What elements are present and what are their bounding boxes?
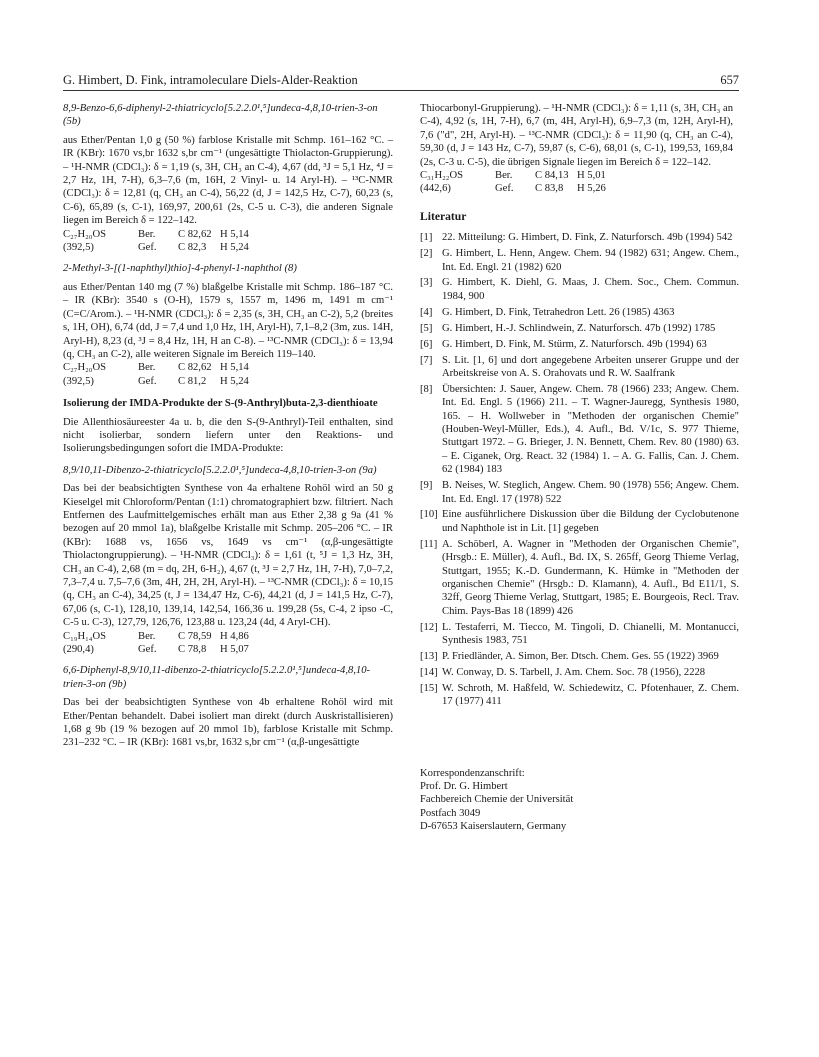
compound-9a-title: 8,9/10,11-Dibenzo-2-thiatricyclo[5.2.2.0¹,⁵]undeca-4,8,10-trien-3-on (9a) — [63, 464, 377, 476]
h-ber: H 5,01 — [577, 170, 606, 182]
compound-8-title: 2-Methyl-3-[(1-naphthyl)thio]-4-phenyl-1-naphthol (8) — [63, 263, 297, 275]
c-ber: C 84,13 — [535, 170, 569, 182]
reference-text: S. Lit. [1, 6] und dort angegebene Arbeiten unserer Gruppe und der Arbeitskreise von A. S. Orahovats und R. W. Saalfrank — [442, 354, 739, 379]
h-ber: H 5,14 — [220, 228, 249, 240]
formula: C₃₁H₂₂OS — [420, 170, 464, 182]
reference-item — [420, 666, 739, 679]
reference-text: B. Neises, W. Steglich, Angew. Chem. 90 (1978) 556; Angew. Chem. Int. Ed. Engl. 17 (1978) 522 — [442, 480, 739, 505]
literature-heading: Literatur — [420, 209, 467, 223]
reference-number: [5] — [420, 322, 433, 334]
reference-text: A. Schöberl, A. Wagner in "Methoden der Organischen Chemie", (Hrsgb.: E. Müller), 4. Aufl., Bd. IX, S. 265ff, Georg Thieme Verlag, Stuttgart, 1955; K.-D. Gundermann, K. Hümke in "Methoden der organischen Chemie" (Hrsgb.: D. Klamann), 4. Aufl., Bd E11/1, S. 32ff, Georg Thieme Verlag, Stuttgart, 1985; E. Bourgeois, Recl. Trav. Chim. Pays-Bas 18 (1899) 426 — [442, 538, 739, 617]
compound-9a-analysis — [63, 630, 393, 657]
h-gef: H 5,07 — [220, 644, 249, 656]
reference-list — [420, 231, 739, 708]
section-body: Die Allenthiosäureester 4a u. b, die den S-(9-Anthryl)-Teil enthalten, sind nicht isolierbar, sondern liefern unter den Reaktions- und Isolierungsbedingungen sofort die IMDA-Produkte: — [63, 416, 393, 455]
gef-label: Gef. — [138, 242, 157, 254]
reference-number: [3] — [420, 277, 433, 289]
address-city: D-67653 Kaiserslautern, Germany — [420, 821, 567, 833]
reference-item — [420, 682, 739, 709]
compound-5b-body: aus Ether/Pentan 1,0 g (50 %) farblose Kristalle mit Schmp. 161–162 °C. – IR (KBr): 1670 vs,br 1632 s,br cm⁻¹ (ungesättigte Thiolacton-Gruppierung). – ¹H-NMR (CDCl₃): δ = 1,19 (s, 3H, CH₃ an C-4), 4,67 (dd, ³J = 5,1 Hz, ⁴J = 2,7 Hz, 1H, 7-H), 6,3–7,6 (m, 16H, 2 Vinyl- u. 14 Aryl-H). – ¹³C-NMR (CDCl₃): δ = 12,81 (q, CH₃ an C-4), 56,22 (d, J = 142,5 Hz, C-7), 60,23 (s, C-6), 65,89 (s, C-1), 169,97, 200,61 (2s, C-5 u. C-3), die anderen Signale liegen im Bereich δ = 122–142. — [63, 134, 393, 227]
reference-number: [15] — [420, 682, 438, 694]
compound-8-body: aus Ether/Pentan 140 mg (7 %) blaßgelbe Kristalle mit Schmp. 186–187 °C. – IR (KBr): 3540 s (O-H), 1579 s, 1557 m, 1496 m, 1491 m cm⁻¹ (C=C/Arom.). – ¹H-NMR (CDCl₃): δ = 2,35 (s, 3H, CH₃ an C-2), 5,2 (breites s, 1H, OH), 6,74 (dd, J = 7,4 und 1,0 Hz, 1H, Aryl-H), 7,1–8,2 (3m, zus. 14H, Aryl-H), 8,23 (d, ³J = 8,4 Hz, 1H, H an C-8). – ¹³C-NMR (CDCl₃): δ = 13,94 (q, CH₃ an C-2), alle weiteren Signale im Bereich 119–140. — [63, 281, 393, 360]
gef-label: Gef. — [138, 644, 157, 656]
address-name: Prof. Dr. G. Himbert — [420, 781, 508, 793]
c-gef: C 83,8 — [535, 183, 564, 195]
c-gef: C 82,3 — [178, 242, 207, 254]
page-number: 657 — [720, 73, 739, 87]
reference-item — [420, 231, 739, 244]
reference-item — [420, 621, 739, 648]
compound-9b-body-continued: Thiocarbonyl-Gruppierung). – ¹H-NMR (CDCl₃): δ = 1,11 (s, 3H, CH₃ an C-4), 4,92 (s, 1H, 7-H), 6,7 (m, 4H, Aryl-H), 6,9–7,3 (m, 12H, Aryl-H), 7,6 ("d", 2H, Aryl-H). – ¹³C-NMR (CDCl₃): δ = 11,90 (q, CH₃ an C-4), 59,30 (d, J = 143 Hz, C-7), 59,87 (s, C-6), 68,01 (s, C-1), 199,53, 169,84 (2s, C-3 u. C-5), die übrigen Signale liegen im Bereich δ = 122–142. — [420, 103, 734, 168]
h-gef: H 5,26 — [577, 183, 606, 195]
running-header — [63, 73, 739, 88]
address-department: Fachbereich Chemie der Universität — [420, 794, 574, 806]
reference-text: Übersichten: J. Sauer, Angew. Chem. 78 (1966) 233; Angew. Chem. Int. Ed. Engl. 5 (1966) 211. – T. Wagner-Jauregg, Synthesis 1980, 165. – H. Wollweber in "Methoden der organischen Chemie" (Houben-Weyl-Müller, Eds.), 4. Aufl., Bd. V/1c, S. 977 Thieme, Stuttgart 1972. – G. Brieger, J. N. Bennett, Chem. Rev. 80 (1980) 63. – E. Ciganek, Org. React. 32 (1984) 1. – A. G. Fallis, Can. J. Chem. 62 (1984) 183 — [442, 383, 739, 476]
c-ber: C 82,62 — [178, 362, 212, 374]
reference-text: G. Himbert, D. Fink, Tetrahedron Lett. 26 (1985) 4363 — [442, 306, 675, 318]
compound-9b-body: Das bei der beabsichtigten Synthese von 4b erhaltene Rohöl wird mit Ether/Pentan behandelt. Dabei isoliert man direkt (durch Auskristallisieren) 1,68 g 9b (19 % bezogen auf 20 mmol 1b), farblose Kristalle mit Schmp. 231–232 °C. – IR (KBr): 1681 vs,br, 1632 s,br cm⁻¹ (α,β-ungesättigte — [63, 697, 393, 749]
reference-number: [2] — [420, 248, 433, 260]
reference-text: L. Testaferri, M. Tiecco, M. Tingoli, D. Chianelli, M. Montanucci, Synthesis 1983, 751 — [442, 621, 739, 647]
reference-item — [420, 322, 739, 335]
compound-9a-body: Das bei der beabsichtigten Synthese von 4a erhaltene Rohöl wird an 50 g Kieselgel mit Chloroform/Pentan (1:1) chromatographiert bzw. filtriert. Nach Entfernen des Laufmittelgemisches erhält man aus Ether 2,38 g 9a (41 % bezogen auf 20 mmol 1a), blaßgelbe Kristalle mit Schmp. 205–206 °C. – IR (KBr): 1688 vs, 1656 vs, 1649 vs cm⁻¹ (α,β-ungesättigte Thiolactongruppierung). – ¹H-NMR (CDCl₃): δ = 1,61 (t, ⁵J = 1,3 Hz, 3H, CH₃ an C-4), 2,68 (m = dq, 2H, 6-H₂), 4,67 (t, ³J = 2,7 Hz, 1H, 7-H), 7,0–7,2, 7,3–7,4 u. 7,5–7,6 (3m, 4H, 2H, 2H, Aryl-H). – ¹³C-NMR (CDCl₃): δ = 10,15 (q, CH₃ an C-4), 34,25 (t, J = 134,47 Hz, C-6), 44,21 (d, J = 141,5 Hz, C-7), 67,06 (s, C-1), 128,10, 139,14, 142,54, 166,36 u. 199,28 (5s, C-4, 2 ipso -C, C-5 u. C-3), 127,79, 126,76, 123,88 u. 123,24 (4d, 4 Aryl-CH). — [63, 483, 393, 629]
c-gef: C 81,2 — [178, 375, 207, 387]
formula: C₂₇H₂₀OS — [63, 228, 107, 240]
reference-text: G. Himbert, H.-J. Schlindwein, Z. Naturforsch. 47b (1992) 1785 — [442, 322, 716, 334]
reference-item — [420, 338, 739, 351]
address-label: Korrespondenzanschrift: — [420, 767, 525, 779]
address-postbox: Postfach 3049 — [420, 807, 481, 819]
c-ber: C 82,62 — [178, 228, 212, 240]
ber-label: Ber. — [138, 362, 156, 374]
h-gef: H 5,24 — [220, 242, 249, 254]
reference-text: 22. Mitteilung: G. Himbert, D. Fink, Z. Naturforsch. 49b (1994) 542 — [442, 232, 733, 244]
reference-item — [420, 479, 739, 506]
compound-9b-analysis — [420, 169, 739, 196]
reference-number: [6] — [420, 338, 433, 350]
section-title: Isolierung der IMDA-Produkte der S-(9-Anthryl)buta-2,3-dienthioate — [63, 398, 378, 410]
left-column — [63, 102, 393, 750]
reference-item — [420, 354, 739, 381]
reference-number: [14] — [420, 666, 438, 678]
reference-text: Eine ausführlichere Diskussion über die Bildung der Cyclobutenone und Naphthole ist in Lit. [1] gegeben — [442, 509, 739, 534]
reference-text: G. Himbert, K. Diehl, G. Maas, J. Chem. Soc., Chem. Commun. 1984, 900 — [442, 277, 739, 302]
h-ber: H 4,86 — [220, 630, 249, 642]
molar-mass: (290,4) — [63, 644, 94, 656]
h-gef: H 5,24 — [220, 375, 249, 387]
compound-5b-analysis — [63, 228, 393, 255]
h-ber: H 5,14 — [220, 362, 249, 374]
reference-text: W. Schroth, M. Haßfeld, W. Schiedewitz, C. Pfotenhauer, Z. Chem. 17 (1977) 411 — [442, 682, 739, 708]
molar-mass: (442,6) — [420, 183, 451, 195]
reference-number: [9] — [420, 480, 433, 492]
reference-item — [420, 306, 739, 319]
reference-number: [8] — [420, 383, 433, 395]
gef-label: Gef. — [138, 375, 157, 387]
reference-number: [11] — [420, 538, 438, 550]
c-gef: C 78,8 — [178, 644, 207, 656]
gef-label: Gef. — [495, 183, 514, 195]
reference-item — [420, 538, 739, 618]
reference-item — [420, 650, 739, 663]
compound-5b-title: 8,9-Benzo-6,6-diphenyl-2-thiatricyclo[5.2.2.0¹,⁵]undeca-4,8,10-trien-3-on (5b) — [63, 103, 378, 128]
ber-label: Ber. — [495, 170, 513, 182]
compound-8-analysis — [63, 361, 393, 388]
ber-label: Ber. — [138, 228, 156, 240]
reference-number: [13] — [420, 651, 438, 663]
c-ber: C 78,59 — [178, 630, 212, 642]
reference-item — [420, 383, 739, 477]
right-column — [420, 102, 739, 834]
compound-9b-title: 6,6-Diphenyl-8,9/10,11-dibenzo-2-thiatricyclo[5.2.2.0¹,⁵]undeca-4,8,10-trien-3-on (9b) — [63, 665, 371, 690]
reference-number: [4] — [420, 306, 433, 318]
reference-number: [1] — [420, 232, 433, 244]
reference-number: [12] — [420, 621, 438, 633]
reference-item — [420, 508, 739, 535]
reference-item — [420, 276, 739, 303]
molar-mass: (392,5) — [63, 242, 94, 254]
reference-number: [7] — [420, 354, 433, 366]
running-title: G. Himbert, D. Fink, intramoleculare Diels-Alder-Reaktion — [63, 73, 358, 87]
ber-label: Ber. — [138, 630, 156, 642]
header-rule — [63, 90, 739, 91]
reference-text: P. Friedländer, A. Simon, Ber. Dtsch. Chem. Ges. 55 (1922) 3969 — [442, 651, 719, 663]
formula: C₂₇H₂₀OS — [63, 362, 107, 374]
reference-text: G. Himbert, D. Fink, M. Stürm, Z. Naturforsch. 49b (1994) 63 — [442, 338, 707, 350]
reference-text: G. Himbert, L. Henn, Angew. Chem. 94 (1982) 631; Angew. Chem., Int. Ed. Engl. 21 (1982) 620 — [442, 248, 739, 273]
reference-number: [10] — [420, 509, 438, 521]
correspondence-address — [420, 767, 739, 834]
reference-text: W. Conway, D. S. Tarbell, J. Am. Chem. Soc. 78 (1956), 2228 — [442, 666, 706, 678]
molar-mass: (392,5) — [63, 375, 94, 387]
formula: C₁₉H₁₄OS — [63, 630, 107, 642]
reference-item — [420, 247, 739, 274]
